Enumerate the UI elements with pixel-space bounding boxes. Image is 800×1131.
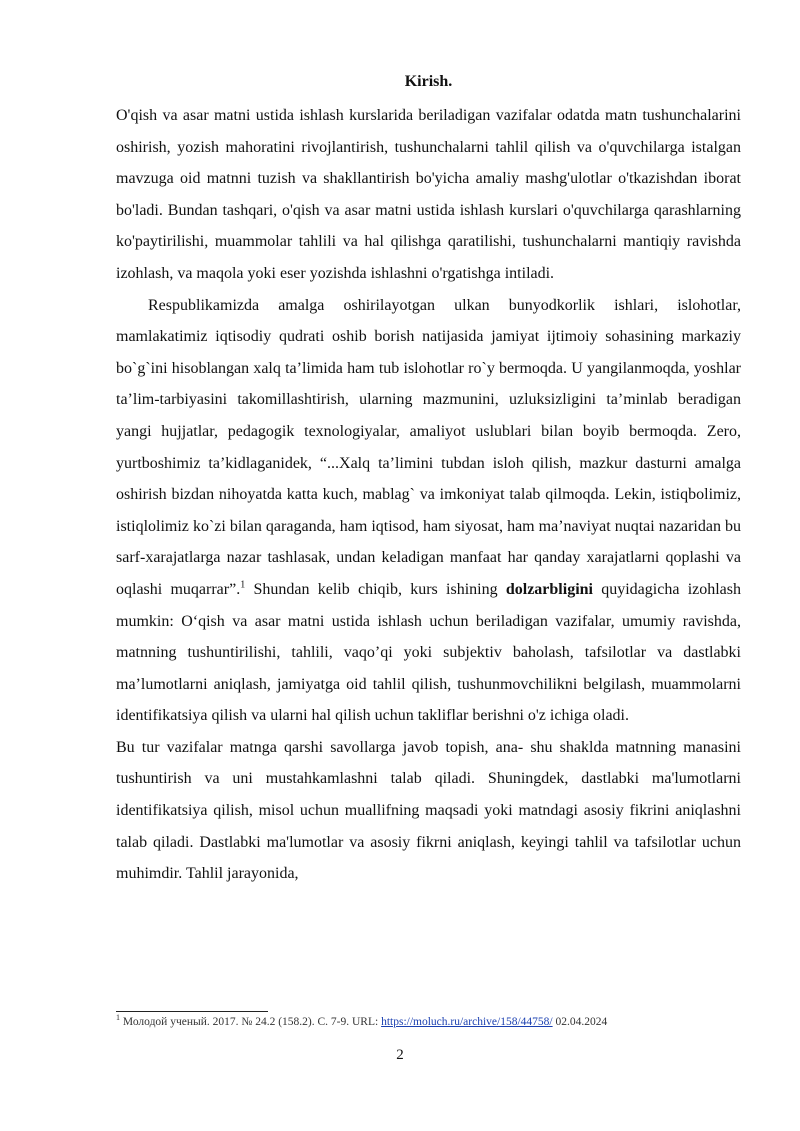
paragraph-relevance-text-continued: Shundan kelib chiqib, kurs ishining	[245, 580, 506, 598]
footnote-reference[interactable]: 1	[240, 579, 246, 591]
footnote-link[interactable]: https://moluch.ru/archive/158/44758/	[381, 1016, 553, 1028]
footnote-citation: Молодой ученый. 2017. № 24.2 (158.2). С. 7-9. URL:	[120, 1016, 382, 1028]
paragraph-relevance-text: Respublikamizda amalga oshirilayotgan ulkan bunyodkorlik ishlari, islohotlar, mamlakatimiz iqtisodiy qudrati oshib borish natijasida jamiyat ijtimoiy sohasining markaziy bo`g`ini hisoblangan xalq ta’limida ham tub islohotlar ro`y bermoqda. U yangilanmoqda, yoshlar ta’lim-tarbiyasini takomillashtirish, ularning mazmunini, uzluksizligini ta’minlab beradigan yangi hujjatlar, pedagogik texnologiyalar, amaliyot uslublari bilan boyib bermoqda. Zero, yurtboshimiz ta’kidlaganidek, “...Xalq ta’limini tubdan isloh qilish, mazkur dasturni amalga oshirish bizdan nihoyatda katta kuch, mablag` va imkoniyat talab qilmoqda. Lekin, istiqbolimiz, istiqlolimiz ko`zi bilan qaraganda, ham iqtisod, ham siyosat, ham ma’naviyat nuqtai nazaridan bu sarf-xarajatlarga nazar tashlasak, undan keladigan manfaat har qanday xarajatlarni qoplashi va oqlashi muqarrar”.	[116, 296, 741, 598]
paragraph-tasks: Bu tur vazifalar matnga qarshi savollarga javob topish, ana- shu shaklda matnning manasini tushuntirish va uni mustahkamlashni talab qiladi. Shuningdek, dastlabki ma'lumotlarni identifikatsiya qilish, misol uchun muallifning maqsadi yoki matndagi asosiy fikrini aniqlashni talab qiladi. Dastlabki ma'lumotlar va asosiy fikrni aniqlash, keyingi tahlil va tafsilotlar uchun muhimdir. Tahlil jarayonida,	[116, 738, 741, 883]
section-heading: Kirish.	[404, 73, 453, 90]
page-number: 2	[396, 1047, 404, 1063]
paragraph-intro: O'qish va asar matni ustida ishlash kurslarida beriladigan vazifalar odatda matn tushunchalarini oshirish, yozish mahoratini rivojlantirish, tushunchalarni tahlil qilish va o'quvchilarga istalgan mavzuga oid matnni tuzish va shakllantirish bo'yicha amaliy mashg'ulotlar o'tkazishdan iborat bo'ladi. Bundan tashqari, o'qish va asar matni ustida ishlash kurslari o'quvchilarga qarashlarning ko'paytirilishi, muammolar tahlili va hal qilishga qaratilishi, tushunchalarni mantiqiy ravishda izohlash, va maqola yoki eser yozishda ishlashni o'rgatishga intiladi.	[116, 107, 741, 282]
footnote	[116, 1014, 741, 1030]
footnote-separator	[116, 1011, 268, 1012]
footnote-mark: 1	[116, 1013, 120, 1023]
footnote-date: 02.04.2024	[552, 1016, 608, 1028]
document-page	[116, 72, 741, 890]
paragraph-relevance-text-end: quyidagicha izohlash mumkin: O‘qish va asar matni ustida ishlash uchun beriladigan vazifalar, umumiy ravishda, matnning tushuntirilishi, tahlili, vaqo’qi yoki subjektiv baholash, tafsilotlar va dastlabki ma’lumotlarni aniqlash, jamiyatga oid tahlil qilish, tushunmovchilikni belgilash, muammolarni identifikatsiya qilish va ularni hal qilish uchun takliflar berishni o'z ichiga oladi.	[116, 580, 742, 725]
bold-term: dolzarbligini	[505, 580, 593, 598]
paragraph-relevance	[116, 290, 741, 732]
